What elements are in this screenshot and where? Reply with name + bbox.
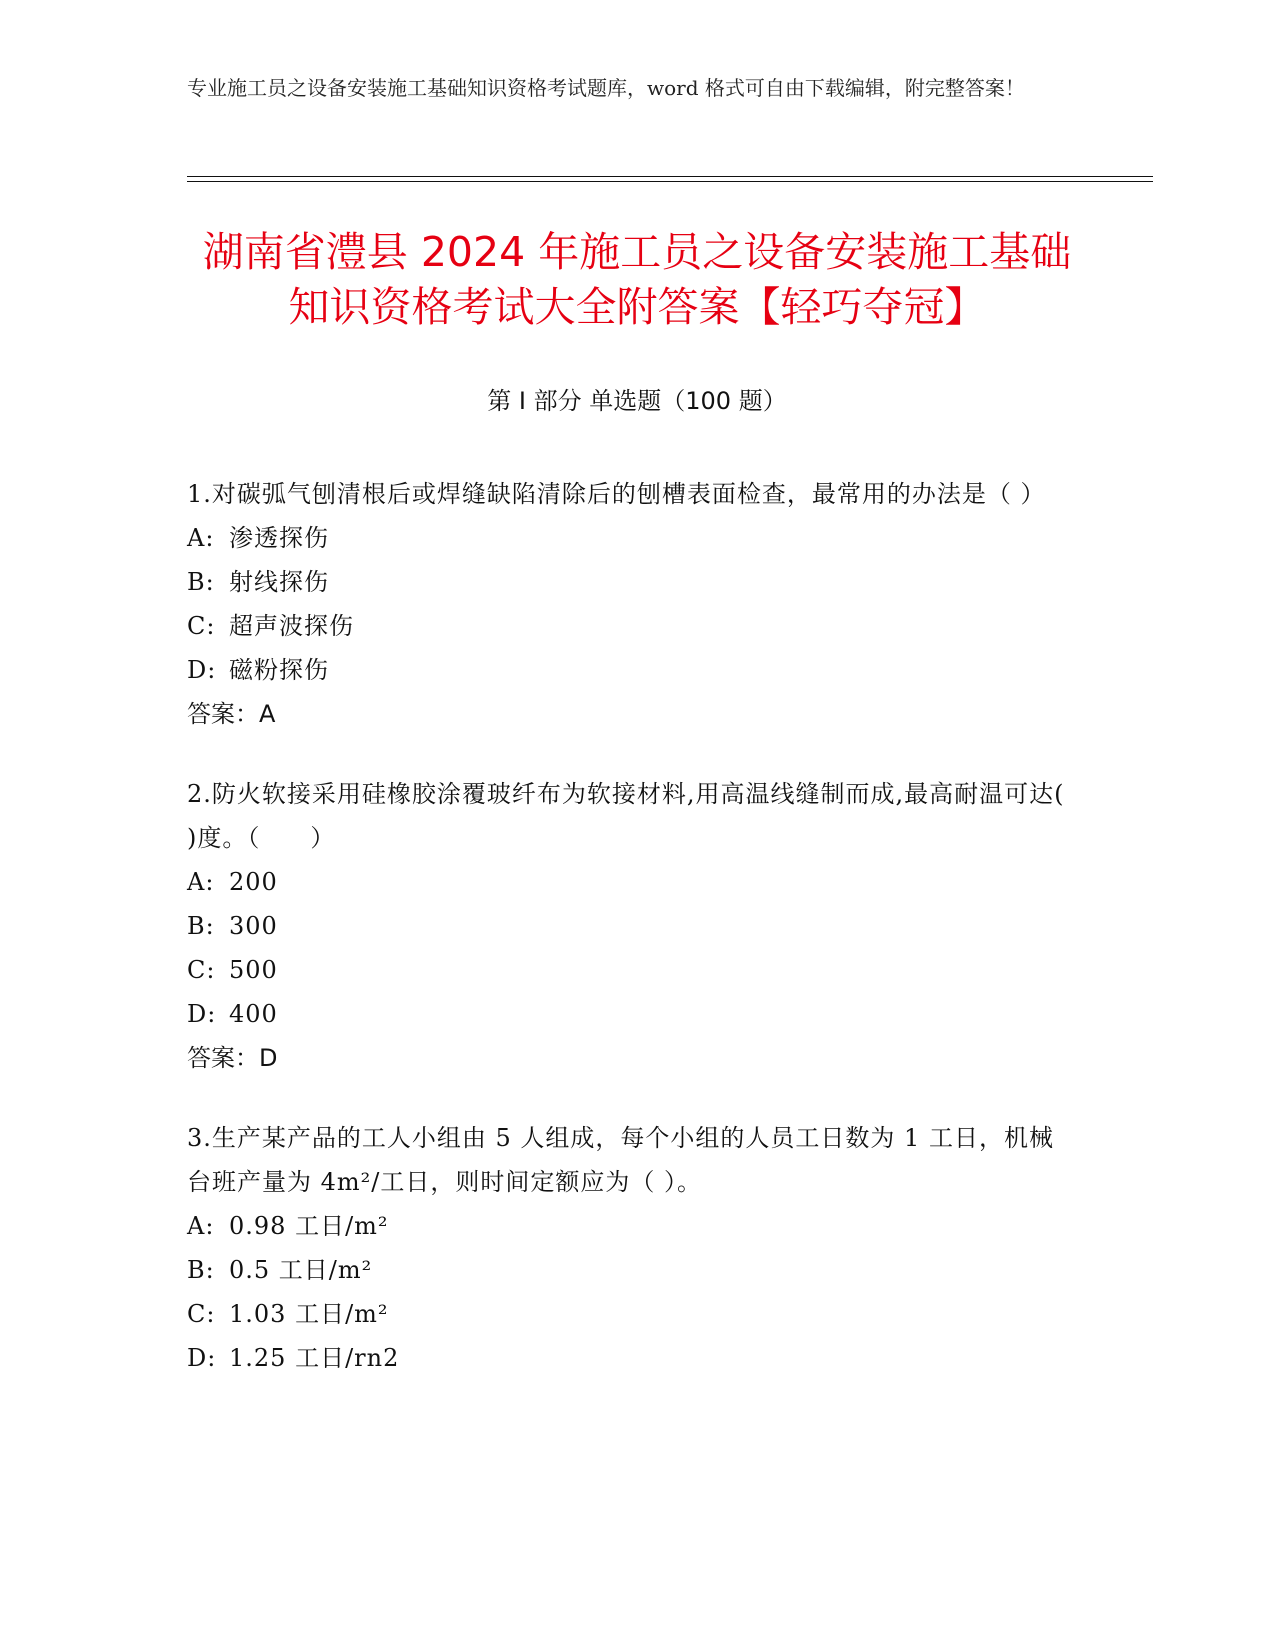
option-key: B: xyxy=(187,568,215,596)
option-a xyxy=(187,1204,1067,1248)
option-key: D: xyxy=(187,656,217,684)
option-key: C: xyxy=(187,612,216,640)
option-text: 0.98 工日/m² xyxy=(229,1212,389,1240)
option-a xyxy=(187,860,1067,904)
option-d xyxy=(187,648,1067,692)
option-d xyxy=(187,992,1067,1036)
question-2 xyxy=(187,772,1067,1080)
header-divider-bottom xyxy=(187,181,1153,182)
header-note: 专业施工员之设备安装施工基础知识资格考试题库，word 格式可自由下载编辑，附完整答案！ xyxy=(187,76,1025,100)
option-b xyxy=(187,1248,1067,1292)
document-title: 湖南省澧县 2024 年施工员之设备安装施工基础知识资格考试大全附答案【轻巧夺冠】 xyxy=(202,228,1072,331)
option-b xyxy=(187,560,1067,604)
option-text: 射线探伤 xyxy=(229,568,329,596)
option-key: C: xyxy=(187,1300,216,1328)
option-key: A: xyxy=(187,1212,215,1240)
option-key: D: xyxy=(187,1000,217,1028)
option-key: B: xyxy=(187,912,215,940)
option-a xyxy=(187,516,1067,560)
option-text: 1.25 工日/rn2 xyxy=(229,1344,400,1372)
question-list xyxy=(187,472,1067,1416)
option-text: 渗透探伤 xyxy=(229,524,329,552)
option-text: 500 xyxy=(229,956,278,984)
option-c xyxy=(187,604,1067,648)
option-d xyxy=(187,1336,1067,1380)
option-text: 200 xyxy=(229,868,278,896)
option-key: C: xyxy=(187,956,216,984)
option-text: 0.5 工日/m² xyxy=(229,1256,373,1284)
question-text: 2.防火软接采用硅橡胶涂覆玻纤布为软接材料,用高温线缝制而成,最高耐温可达( )度。（ ） xyxy=(187,780,1065,852)
option-text: 磁粉探伤 xyxy=(229,656,329,684)
section-title: 第 I 部分 单选题（100 题） xyxy=(487,387,787,415)
question-text: 3.生产某产品的工人小组由 5 人组成，每个小组的人员工日数为 1 工日，机械台班产量为 4m²/工日，则时间定额应为（ ）。 xyxy=(187,1124,1054,1196)
option-key: A: xyxy=(187,868,215,896)
option-key: D: xyxy=(187,1344,217,1372)
option-text: 超声波探伤 xyxy=(229,612,354,640)
question-text: 1.对碳弧气刨清根后或焊缝缺陷清除后的刨槽表面检查，最常用的办法是（ ） xyxy=(187,480,1046,508)
option-key: A: xyxy=(187,524,215,552)
option-b xyxy=(187,904,1067,948)
option-text: 1.03 工日/m² xyxy=(229,1300,389,1328)
question-3 xyxy=(187,1116,1067,1380)
header-divider-top xyxy=(187,176,1153,177)
option-key: B: xyxy=(187,1256,215,1284)
answer: 答案：D xyxy=(187,1044,278,1072)
answer: 答案：A xyxy=(187,700,276,728)
option-c xyxy=(187,948,1067,992)
option-text: 300 xyxy=(229,912,278,940)
question-1 xyxy=(187,472,1067,736)
option-c xyxy=(187,1292,1067,1336)
option-text: 400 xyxy=(229,1000,278,1028)
